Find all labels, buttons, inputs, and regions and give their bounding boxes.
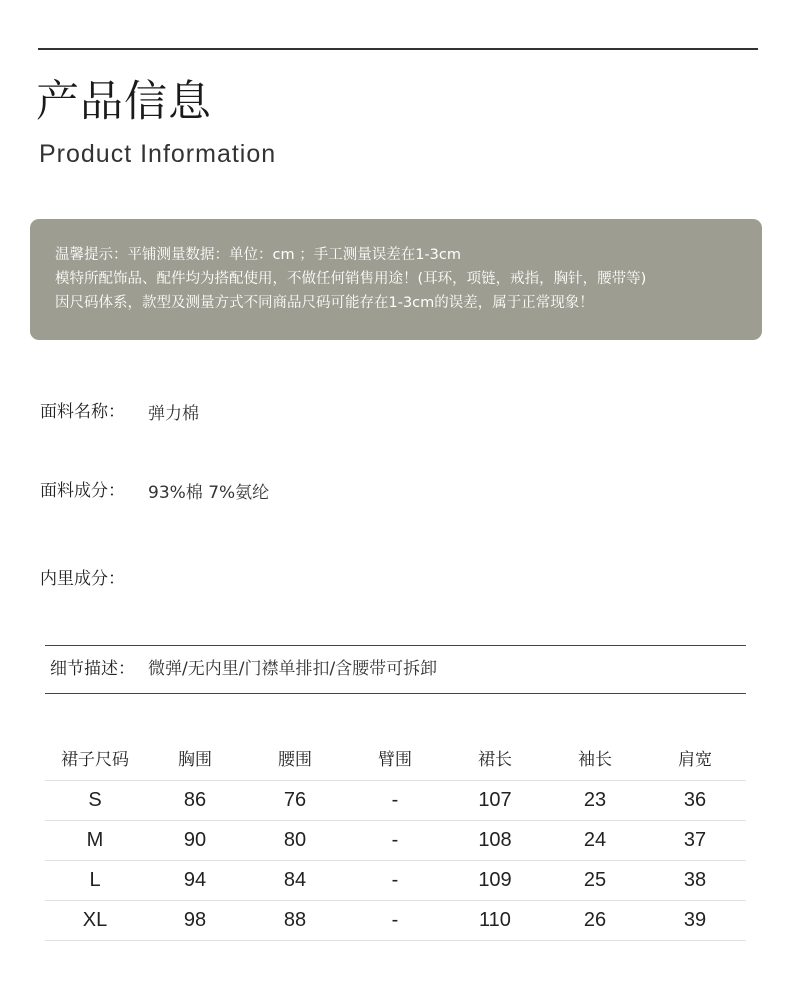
table-cell: 23 <box>583 789 607 811</box>
table-cell: 26 <box>583 909 607 931</box>
table-cell: M <box>86 829 104 851</box>
page-title: 产品信息 <box>36 77 212 127</box>
table-row <box>45 901 746 940</box>
table-row <box>45 861 746 900</box>
table-cell: 25 <box>583 869 607 891</box>
table-cell: 108 <box>478 829 512 851</box>
table-cell: 80 <box>283 829 307 851</box>
table-cell: 38 <box>683 869 707 891</box>
table-row <box>45 821 746 860</box>
table-cell: - <box>391 869 399 891</box>
detail-value: 微弹/无内里/门襟单排扣/含腰带可拆卸 <box>148 659 438 679</box>
top-divider <box>38 48 758 50</box>
table-cell: - <box>391 829 399 851</box>
table-header-cell: 裙长 <box>478 750 512 770</box>
table-header-cell: 臂围 <box>378 750 412 770</box>
table-header-cell: 腰围 <box>278 750 312 770</box>
detail-label: 细节描述： <box>50 659 135 679</box>
table-cell: 24 <box>583 829 607 851</box>
detail-top-divider <box>45 645 746 646</box>
notice-line: 因尺码体系，款型及测量方式不同商品尺码可能存在1-3cm的误差，属于正常现象！ <box>55 295 594 311</box>
notice-box <box>30 219 762 340</box>
detail-bottom-divider <box>45 693 746 694</box>
notice-line: 温馨提示：平铺测量数据：单位：cm ；手工测量误差在1-3cm <box>55 247 461 263</box>
table-cell: - <box>391 909 399 931</box>
fabric-name-label: 面料名称： <box>40 402 125 422</box>
size-table <box>45 740 746 942</box>
fabric-name-value: 弹力棉 <box>148 404 199 424</box>
table-cell: 84 <box>283 869 307 891</box>
table-cell: 37 <box>683 829 707 851</box>
table-header-row <box>45 740 746 780</box>
notice-line: 模特所配饰品、配件均为搭配使用，不做任何销售用途！(耳环，项链，戒指，胸针，腰带等) <box>55 271 647 287</box>
lining-label: 内里成分： <box>40 569 125 589</box>
table-header-cell: 胸围 <box>178 750 212 770</box>
table-cell: - <box>391 789 399 811</box>
table-cell: S <box>88 789 102 811</box>
table-header-cell: 肩宽 <box>678 750 712 770</box>
table-cell: 109 <box>478 869 512 891</box>
table-cell: 39 <box>683 909 707 931</box>
table-header-cell: 裙子尺码 <box>61 750 129 770</box>
table-row <box>45 781 746 820</box>
table-cell: XL <box>82 909 108 931</box>
table-cell: 90 <box>183 829 207 851</box>
fabric-composition-value: 93%棉 7%氨纶 <box>148 483 270 503</box>
page-subtitle: Product Information <box>39 140 277 168</box>
table-cell: 36 <box>683 789 707 811</box>
table-cell: 98 <box>183 909 207 931</box>
table-cell: 86 <box>183 789 207 811</box>
table-cell: L <box>89 869 101 891</box>
table-cell: 76 <box>283 789 307 811</box>
table-header-cell: 袖长 <box>578 750 612 770</box>
row-divider <box>45 940 746 941</box>
table-cell: 88 <box>283 909 307 931</box>
table-cell: 110 <box>479 909 511 931</box>
fabric-composition-label: 面料成分： <box>40 481 125 501</box>
table-cell: 107 <box>478 789 512 811</box>
table-cell: 94 <box>183 869 207 891</box>
